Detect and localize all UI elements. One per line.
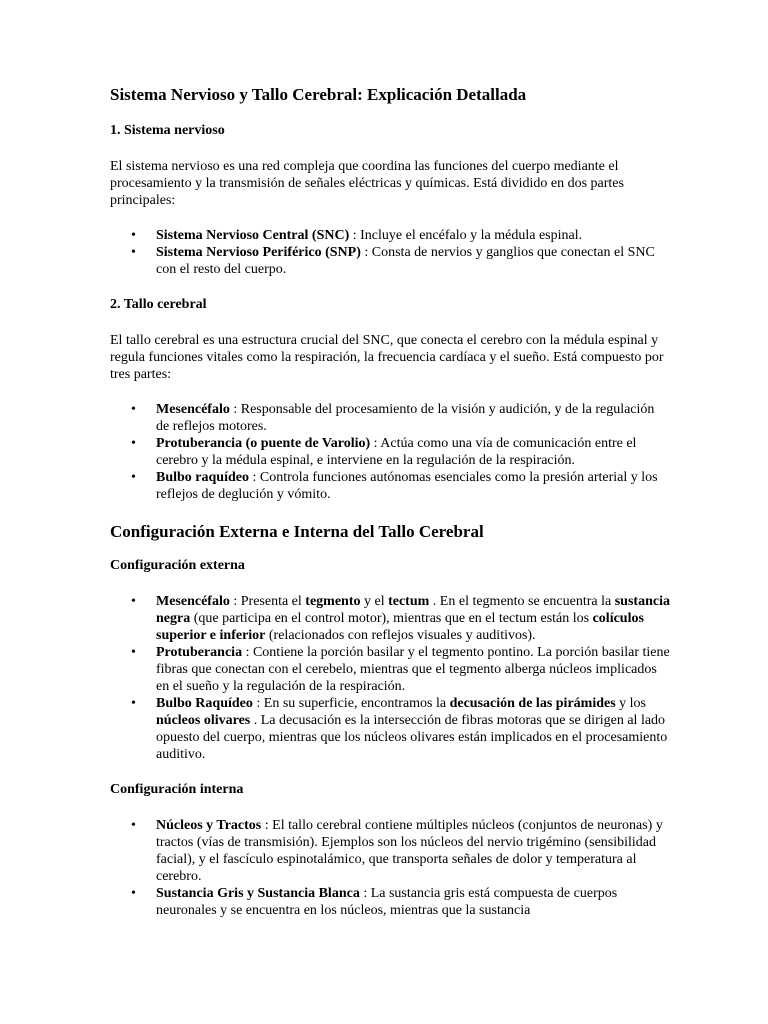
item-term: Sistema Nervioso Periférico (SNP) [156, 245, 361, 260]
document-body [110, 84, 670, 937]
item-term: tectum [388, 594, 430, 609]
heading-tallo-cerebral: 2. Tallo cerebral [110, 297, 207, 312]
item-text: (que participa en el control motor), mientras que en el tectum están los [190, 611, 593, 626]
bullet-icon: • [131, 402, 136, 417]
item-text: : Controla funciones autónomas esenciales como la presión arterial y los reflejos de deglución y vómito. [156, 470, 658, 502]
bullet-icon: • [131, 436, 136, 451]
item-term: Bulbo raquídeo [156, 470, 249, 485]
bullet-icon: • [131, 228, 136, 243]
item-term: decusación de las pirámides [449, 696, 616, 711]
heading-configuracion-externa: Configuración externa [110, 558, 245, 573]
item-term: Protuberancia (o puente de Varolio) [156, 436, 371, 451]
item-term: Bulbo Raquídeo [156, 696, 253, 711]
list-item [131, 401, 670, 435]
list-item [131, 435, 670, 469]
item-term: Mesencéfalo [156, 402, 230, 417]
bullet-icon: • [131, 245, 136, 260]
list-item [131, 469, 670, 503]
list-configuracion-externa [110, 593, 670, 763]
item-text: : Presenta el [229, 594, 306, 609]
item-text: : Incluye el encéfalo y la médula espinal. [349, 228, 583, 243]
list-item [131, 227, 670, 244]
item-text: : Actúa como una vía de comunicación entre el cerebro y la médula espinal, e interviene en la regulación de la respiración. [156, 436, 637, 468]
bullet-icon: • [131, 645, 136, 660]
item-term: Núcleos y Tractos [156, 818, 262, 833]
paragraph-tallo-cerebral: El tallo cerebral es una estructura crucial del SNC, que conecta el cerebro con la médula espinal y regula funciones vitales como la respiración, la frecuencia cardíaca y el sueño. Está compuesto por tres partes: [110, 333, 664, 382]
bullet-icon: • [131, 818, 136, 833]
item-term: colículos superior e inferior [156, 611, 644, 643]
item-term: sustancia negra [156, 594, 670, 626]
item-text: : Consta de nervios y ganglios que conectan el SNC con el resto del cuerpo. [156, 245, 655, 277]
item-text: y el [360, 594, 389, 609]
heading-sistema-nervioso: 1. Sistema nervioso [110, 123, 225, 138]
item-text: y los [615, 696, 647, 711]
bullet-icon: • [131, 470, 136, 485]
paragraph-sistema-nervioso: El sistema nervioso es una red compleja que coordina las funciones del cuerpo mediante el procesamiento y la transmisión de señales eléctricas y químicas. Está dividido en dos partes principales: [110, 159, 624, 208]
item-text: : La sustancia gris está compuesta de cuerpos neuronales y se encuentra en los núcleos, mientras que la sustancia [156, 886, 618, 918]
list-item [131, 885, 670, 919]
item-text: : Contiene la porción basilar y el tegmento pontino. La porción basilar tiene fibras que conectan con el cerebelo, mientras que el tegmento alberga núcleos implicados en el sueño y la regulación de la respiración. [156, 645, 670, 694]
item-term: tegmento [305, 594, 361, 609]
bullet-icon: • [131, 696, 136, 711]
bullet-icon: • [131, 886, 136, 901]
item-text: : Responsable del procesamiento de la visión y audición, y de la regulación de reflejos motores. [156, 402, 655, 434]
item-term: Sustancia Gris y Sustancia Blanca [156, 886, 360, 901]
list-tallo-cerebral [110, 401, 670, 503]
bullet-icon: • [131, 594, 136, 609]
item-text: . La decusación es la intersección de fibras motoras que se dirigen al lado opuesto del cuerpo, mientras que los núcleos olivares están implicados en el procesamiento auditivo. [156, 713, 668, 762]
document-title: Sistema Nervioso y Tallo Cerebral: Explicación Detallada [110, 85, 527, 104]
item-text: (relacionados con reflejos visuales y auditivos). [265, 628, 536, 643]
list-item [131, 817, 670, 885]
item-term: Mesencéfalo [156, 594, 230, 609]
item-term: Protuberancia [156, 645, 243, 660]
list-item [131, 644, 670, 695]
heading-configuracion-interna: Configuración interna [110, 782, 244, 797]
list-sistema-nervioso [110, 227, 670, 278]
item-text: : El tallo cerebral contiene múltiples núcleos (conjuntos de neuronas) y tractos (vías de transmisión). Ejemplos son los núcleos del nervio trigémino (sensibilidad facial), y el fascículo espinotalámico, que transporta señales de dolor y temperatura al cerebro. [156, 818, 663, 884]
list-item [131, 695, 670, 763]
item-text: . En el tegmento se encuentra la [429, 594, 615, 609]
heading-configuracion: Configuración Externa e Interna del Tallo Cerebral [110, 522, 484, 541]
item-text: : En su superficie, encontramos la [252, 696, 450, 711]
list-item [131, 593, 670, 644]
list-configuracion-interna [110, 817, 670, 919]
item-term: núcleos olivares [156, 713, 251, 728]
item-term: Sistema Nervioso Central (SNC) [156, 228, 350, 243]
list-item [131, 244, 670, 278]
